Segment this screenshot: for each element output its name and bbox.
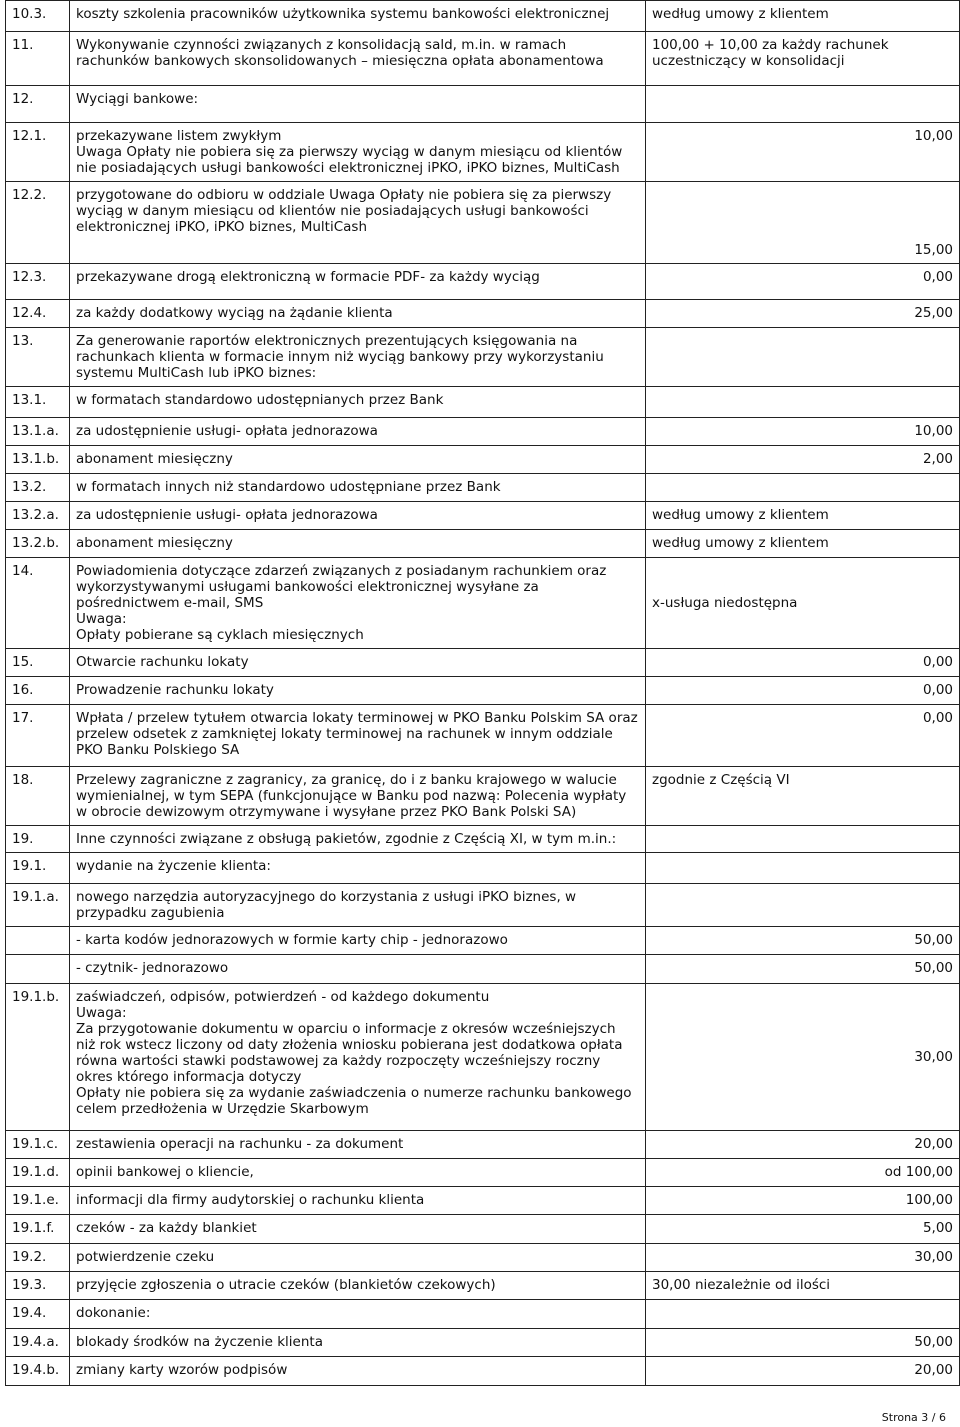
table-row [6,884,960,927]
item-fee: 0,00 [646,649,960,677]
table-row [6,955,960,984]
item-fee: 50,00 [646,955,960,984]
item-fee: 10,00 [646,418,960,446]
item-fee: 10,00 [646,123,960,182]
item-number: 19.2. [6,1244,70,1272]
item-description: wydanie na życzenie klienta: [70,853,646,884]
item-number: 11. [6,32,70,86]
table-row [6,1187,960,1215]
item-fee: 50,00 [646,927,960,955]
item-description: za udostępnienie usługi- opłata jednorazowa [70,418,646,446]
item-fee [646,328,960,387]
item-description: Za generowanie raportów elektronicznych prezentujących księgowania na rachunkach klienta w formacie innym niż wyciąg bankowy przy wykorzystaniu systemu MultiCash lub iPKO biznes: [70,328,646,387]
table-row [6,1272,960,1300]
item-fee: według umowy z klientem [646,502,960,530]
item-number: 12.3. [6,264,70,300]
table-row [6,853,960,884]
item-fee: zgodnie z Częścią VI [646,767,960,826]
item-description: zestawienia operacji na rachunku - za dokument [70,1131,646,1159]
item-number: 12.1. [6,123,70,182]
item-description: koszty szkolenia pracowników użytkownika systemu bankowości elektronicznej [70,1,646,32]
item-fee: 15,00 [646,182,960,264]
item-description: blokady środków na życzenie klienta [70,1329,646,1357]
item-number: 13.2.a. [6,502,70,530]
item-fee: 30,00 [646,1244,960,1272]
item-description: Otwarcie rachunku lokaty [70,649,646,677]
table-row [6,767,960,826]
item-description: Przelewy zagraniczne z zagranicy, za granicę, do i z banku krajowego w walucie wymienialnej, w tym SEPA (funkcjonujące w Banku pod nazwą: Polecenia wypłaty w obrocie dewizowym otrzymywane i wysyłane przez PKO Bank Polski SA) [70,767,646,826]
table-row [6,182,960,264]
item-number: 18. [6,767,70,826]
item-description: Wpłata / przelew tytułem otwarcia lokaty terminowej w PKO Banku Polskim SA oraz przelew odsetek z zamkniętej lokaty terminowej na rachunek w innym oddziale PKO Banku Polskiego SA [70,705,646,767]
table-row [6,474,960,502]
item-number: 14. [6,558,70,649]
item-description: Inne czynności związane z obsługą pakietów, zgodnie z Częścią XI, w tym m.in.: [70,826,646,853]
item-fee [646,474,960,502]
item-fee: 30,00 niezależnie od ilości [646,1272,960,1300]
item-number: 13.2. [6,474,70,502]
item-description: abonament miesięczny [70,530,646,558]
table-row [6,32,960,86]
item-number: 19.1.c. [6,1131,70,1159]
item-number: 13.1.a. [6,418,70,446]
item-fee: 0,00 [646,705,960,767]
table-row [6,328,960,387]
table-row [6,649,960,677]
item-description: czeków - za każdy blankiet [70,1215,646,1244]
item-description: dokonanie: [70,1300,646,1329]
item-number: 19.1.a. [6,884,70,927]
item-fee: według umowy z klientem [646,530,960,558]
table-row [6,264,960,300]
item-fee: 30,00 [646,984,960,1131]
item-description: Prowadzenie rachunku lokaty [70,677,646,705]
item-fee: 25,00 [646,300,960,328]
table-row [6,826,960,853]
table-row [6,123,960,182]
item-description: przekazywane listem zwykłym Uwaga Opłaty nie pobiera się za pierwszy wyciąg w danym miesiącu od klientów nie posiadających usługi bankowości elektronicznej iPKO, iPKO biznes, MultiCash [70,123,646,182]
item-description: w formatach standardowo udostępnianych przez Bank [70,387,646,418]
item-description: w formatach innych niż standardowo udostępniane przez Bank [70,474,646,502]
item-number: 16. [6,677,70,705]
table-row [6,677,960,705]
item-description: Wykonywanie czynności związanych z konsolidacją sald, m.in. w ramach rachunków bankowych skonsolidowanych – miesięczna opłata abonamentowa [70,32,646,86]
item-fee: x-usługa niedostępna [646,558,960,649]
fee-table [5,0,960,1386]
table-row [6,558,960,649]
item-number: 19.1.e. [6,1187,70,1215]
item-description: Powiadomienia dotyczące zdarzeń związanych z posiadanym rachunkiem oraz wykorzystywanymi usługami bankowości elektronicznej wysyłane za pośrednictwem e-mail, SMS Uwaga: Opłaty pobierane są cyklach miesięcznych [70,558,646,649]
item-number: 19.1.d. [6,1159,70,1187]
item-fee [646,853,960,884]
item-number: 10.3. [6,1,70,32]
item-fee: 100,00 [646,1187,960,1215]
item-fee: 0,00 [646,677,960,705]
item-number: 17. [6,705,70,767]
table-row [6,387,960,418]
table-row [6,984,960,1131]
item-fee: 0,00 [646,264,960,300]
table-row [6,1131,960,1159]
item-description: opinii bankowej o kliencie, [70,1159,646,1187]
table-row [6,530,960,558]
item-number: 13.1. [6,387,70,418]
item-number [6,955,70,984]
item-description: potwierdzenie czeku [70,1244,646,1272]
item-fee [646,826,960,853]
item-fee: 20,00 [646,1131,960,1159]
item-number: 19.4. [6,1300,70,1329]
item-number: 19.1.f. [6,1215,70,1244]
item-fee [646,387,960,418]
fee-table-body [6,1,960,1386]
table-row [6,927,960,955]
item-number: 13.1.b. [6,446,70,474]
item-description: nowego narzędzia autoryzacyjnego do korzystania z usługi iPKO biznes, w przypadku zagubienia [70,884,646,927]
item-description: - czytnik- jednorazowo [70,955,646,984]
table-row [6,418,960,446]
item-number: 12.2. [6,182,70,264]
page-number: Strona 3 / 6 [881,1411,946,1424]
table-row [6,1300,960,1329]
item-number: 12.4. [6,300,70,328]
item-description: - karta kodów jednorazowych w formie karty chip - jednorazowo [70,927,646,955]
item-number: 19. [6,826,70,853]
item-fee: 5,00 [646,1215,960,1244]
item-number: 13.2.b. [6,530,70,558]
table-row [6,1357,960,1386]
item-number: 12. [6,86,70,123]
item-fee: według umowy z klientem [646,1,960,32]
item-fee: od 100,00 [646,1159,960,1187]
item-fee [646,1300,960,1329]
table-row [6,1,960,32]
item-fee: 100,00 + 10,00 za każdy rachunek uczestniczący w konsolidacji [646,32,960,86]
item-description: abonament miesięczny [70,446,646,474]
item-description: za każdy dodatkowy wyciąg na żądanie klienta [70,300,646,328]
item-number: 19.4.a. [6,1329,70,1357]
table-row [6,1244,960,1272]
table-row [6,1159,960,1187]
item-number: 19.3. [6,1272,70,1300]
item-fee: 20,00 [646,1357,960,1386]
table-row [6,300,960,328]
item-description: przekazywane drogą elektroniczną w formacie PDF- za każdy wyciąg [70,264,646,300]
table-row [6,502,960,530]
item-fee [646,884,960,927]
item-number: 19.1.b. [6,984,70,1131]
item-number: 19.1. [6,853,70,884]
table-row [6,705,960,767]
item-number [6,927,70,955]
item-fee: 2,00 [646,446,960,474]
item-description: informacji dla firmy audytorskiej o rachunku klienta [70,1187,646,1215]
item-fee: 50,00 [646,1329,960,1357]
item-description: zaświadczeń, odpisów, potwierdzeń - od każdego dokumentu Uwaga: Za przygotowanie dokumentu w oparciu o informacje z okresów wcześniejszych niż rok wstecz liczony od daty złożenia wniosku pobierana jest dodatkowa opłata równa wartości stawki podstawowej za każdy rozpoczęty wcześniejszy roczny okres którego informacja dotyczy Opłaty nie pobiera się za wydanie zaświadczenia o numerze rachunku bankowego celem przedłożenia w Urzędzie Skarbowym [70,984,646,1131]
item-description: zmiany karty wzorów podpisów [70,1357,646,1386]
item-number: 13. [6,328,70,387]
table-row [6,1329,960,1357]
item-description: przygotowane do odbioru w oddziale Uwaga Opłaty nie pobiera się za pierwszy wyciąg w danym miesiącu od klientów nie posiadających usługi bankowości elektronicznej iPKO, iPKO biznes, MultiCash [70,182,646,264]
table-row [6,446,960,474]
table-row [6,86,960,123]
item-fee [646,86,960,123]
item-description: za udostępnienie usługi- opłata jednorazowa [70,502,646,530]
item-number: 19.4.b. [6,1357,70,1386]
item-number: 15. [6,649,70,677]
table-row [6,1215,960,1244]
item-description: Wyciągi bankowe: [70,86,646,123]
item-description: przyjęcie zgłoszenia o utracie czeków (blankietów czekowych) [70,1272,646,1300]
